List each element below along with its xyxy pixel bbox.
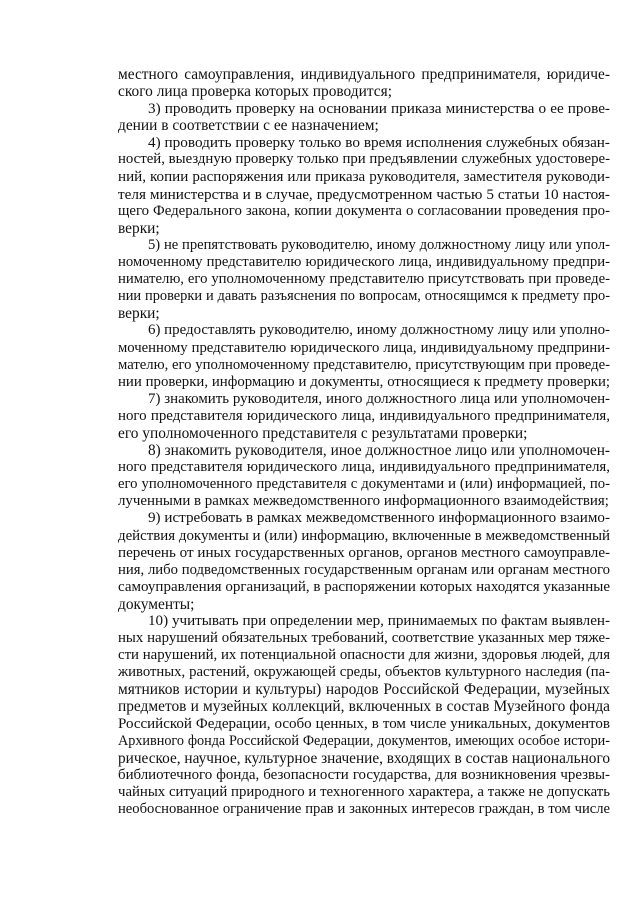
paragraph-first-line: 7) знакомить руководителя, иного должностного лица или уполномочен- bbox=[148, 390, 610, 407]
text-line: необоснованное ограничение прав и законных интересов граждан, в том числе bbox=[118, 801, 610, 818]
text-line: самоуправления организаций, в распоряжении которых находятся указанные bbox=[118, 578, 610, 595]
text-line: ностей, выездную проверку только при предъявлении служебных удостовере- bbox=[118, 151, 610, 168]
text-line: верки; bbox=[118, 219, 160, 237]
paragraph-first-line: 10) учитывать при определении мер, принимаемых по фактам выявлен- bbox=[148, 613, 610, 629]
paragraph-first-line: 5) не препятствовать руководителю, иному должностному лицу или упол- bbox=[148, 236, 610, 253]
text-line: ний, копии распоряжения или приказа руководителя, заместителя руководи- bbox=[118, 168, 610, 185]
text-line: местного самоуправления, индивидуального предпринимателя, юридиче- bbox=[118, 66, 610, 83]
text-line: ного представителя юридического лица, индивидуального предпринимателя, bbox=[118, 459, 610, 476]
text-line: нии проверки и давать разъяснения по вопросам, относящимся к предмету про- bbox=[118, 288, 610, 305]
text-line: щего Федерального закона, копии документа о согласовании проведения про- bbox=[118, 202, 610, 219]
paragraph-first-line: 6) предоставлять руководителю, иному должностному лицу или уполно- bbox=[148, 322, 610, 339]
text-line: животных, растений, окружающей среды, объектов культурного наследия (па- bbox=[118, 664, 610, 681]
text-line: теля министерства и в случае, предусмотренном частью 5 статьи 10 настоя- bbox=[118, 185, 610, 203]
text-line: ных нарушений обязательных требований, соответствие указанных мер тяже- bbox=[118, 630, 610, 647]
paragraph-first-line: 3) проводить проверку на основании приказа министерства о ее прове- bbox=[148, 100, 610, 118]
text-line: предметов и музейных коллекций, включенных в состав Музейного фонда bbox=[118, 698, 610, 716]
text-line: номоченному представителю юридического лица, индивидуальному предпри- bbox=[118, 254, 610, 271]
paragraph-first-line: 4) проводить проверку только во время исполнения служебных обязан- bbox=[148, 134, 610, 152]
text-line: лученными в рамках межведомственного информационного взаимодействия; bbox=[118, 493, 609, 510]
text-line: мателю, его уполномоченному представителю, присутствующим при проведе- bbox=[118, 356, 610, 373]
text-line: Архивного фонда Российской Федерации, документов, имеющих особое истори- bbox=[118, 732, 610, 749]
text-line: ния, либо подведомственных государственным органам или органам местного bbox=[118, 561, 610, 578]
text-line: верки; bbox=[118, 305, 160, 323]
text-line: сти нарушений, их потенциальной опасности для жизни, здоровья людей, для bbox=[118, 647, 610, 664]
text-line: Российской Федерации, особо ценных, в том числе уникальных, документов bbox=[118, 715, 610, 732]
paragraph-first-line: 9) истребовать в рамках межведомственного информационного взаимо- bbox=[148, 510, 610, 527]
text-line: его уполномоченного представителя с документами и (или) информацией, по- bbox=[118, 476, 610, 493]
text-line: дении в соответствии с ее назначением; bbox=[118, 117, 379, 135]
text-line: мятников истории и культуры) народов Российской Федерации, музейных bbox=[118, 681, 610, 699]
text-line: действия документы и (или) информацию, включенные в межведомственный bbox=[118, 527, 610, 544]
text-line: ского лица проверка которых проводится; bbox=[118, 83, 392, 101]
text-line: библиотечного фонда, безопасности государства, для возникновения чрезвы- bbox=[118, 766, 610, 783]
document-body-text bbox=[118, 66, 610, 818]
text-line: документы; bbox=[118, 595, 195, 613]
text-line: нии проверки, информацию и документы, относящиеся к предмету проверки; bbox=[118, 373, 610, 390]
text-line: перечень от иных государственных органов, органов местного самоуправле- bbox=[118, 544, 611, 561]
text-line: рическое, научное, культурное значение, входящих в состав национального bbox=[118, 749, 610, 767]
text-line: чайных ситуаций природного и техногенного характера, а также не допускать bbox=[118, 783, 610, 800]
text-line: моченному представителю юридического лица, индивидуальному предприни- bbox=[118, 339, 610, 356]
text-line: его уполномоченного представителя с результатами проверки; bbox=[118, 424, 528, 442]
text-line: нимателю, его уполномоченному представителю присутствовать при проведе- bbox=[118, 271, 610, 288]
text-line: ного представителя юридического лица, индивидуального предпринимателя, bbox=[118, 407, 610, 424]
paragraph-first-line: 8) знакомить руководителя, иное должностное лицо или уполномочен- bbox=[148, 442, 610, 460]
